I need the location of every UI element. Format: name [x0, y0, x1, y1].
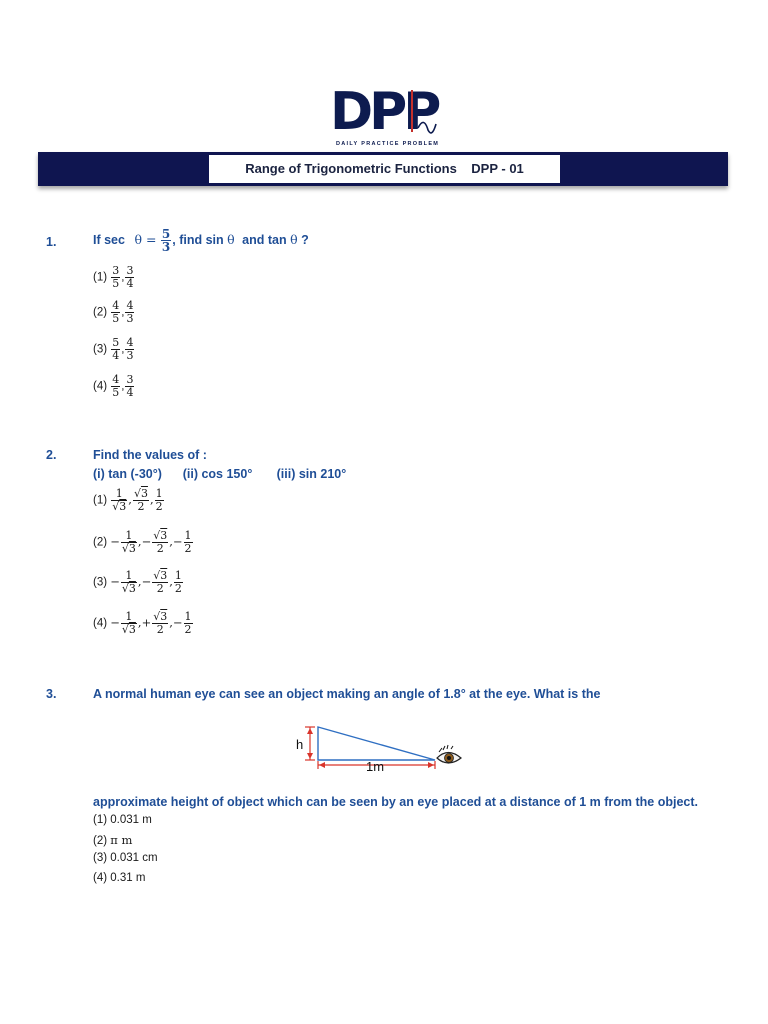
frac-den: 2: [137, 500, 145, 513]
option-label: (1): [93, 271, 108, 284]
sign: ,: [169, 574, 173, 589]
q1-text: [93, 228, 309, 253]
frac-num: 3: [160, 569, 168, 582]
sign: −: [110, 574, 120, 589]
page-title: Range of Trigonometric Functions DPP - 01: [245, 161, 524, 176]
q1-frac-den: 3: [161, 240, 171, 254]
q2-line1: Find the values of :: [93, 448, 207, 462]
q1-prefix: If sec: [93, 232, 125, 247]
q1-and: and tan: [242, 232, 287, 247]
sign: ,+: [137, 615, 152, 630]
sign: ,−: [137, 574, 152, 589]
q1-option-1: (1) $\frac{3}{5}$ , $\frac{3}{4}$: [93, 264, 134, 290]
frac-num: 1: [184, 529, 192, 542]
diagram-base-label: 1m: [366, 759, 385, 774]
option-text: 0.031 cm: [110, 852, 158, 864]
logo-letters: DPP: [330, 82, 438, 142]
q1-fraction: [161, 228, 171, 253]
q3-option-1: [93, 814, 152, 826]
option-label: (2): [93, 306, 108, 319]
q1-theta: θ =: [134, 231, 157, 247]
q2-option-2: (2) − $\frac{1}{√3}$ ,− $\frac{√3}{2}$ ,− $\frac{1}{2}$: [93, 529, 192, 555]
dpp-logo: [330, 82, 440, 148]
frac-den: 2: [156, 542, 164, 555]
q1-option-4: (4) $\frac{4}{5}$ , $\frac{3}{4}$: [93, 373, 134, 399]
q3-line1: A normal human eye can see an object making an angle of 1.8° at the eye. What is the: [93, 687, 601, 701]
frac-num: 1: [155, 487, 163, 500]
frac-den: 3: [128, 542, 136, 555]
q2-number: 2.: [46, 448, 57, 462]
frac-num: 3: [160, 529, 168, 542]
q3-option-3: [93, 852, 158, 864]
frac-num: 4: [112, 373, 120, 386]
q1-suffix-a: , find sin: [172, 232, 224, 247]
sign: ,−: [169, 534, 183, 549]
frac-den: 2: [156, 582, 164, 595]
frac-num: 5: [112, 336, 120, 349]
frac-num: 4: [126, 299, 134, 312]
frac-num: 1: [174, 569, 182, 582]
frac-num: 1: [121, 611, 137, 624]
option-label: (2): [93, 835, 108, 847]
q3-line2: approximate height of object which can be seen by an eye placed at a distance of 1 m from the object.: [93, 795, 699, 809]
sign: ,: [128, 492, 132, 507]
frac-num: 1: [184, 610, 192, 623]
q1-option-3: (3) $\frac{5}{4}$ , $\frac{4}{3}$: [93, 336, 134, 362]
option-text: 0.31 m: [110, 872, 146, 884]
q2-option-4: (4) − $\frac{1}{√3}$ ,+ $\frac{√3}{2}$ ,− $\frac{1}{2}$: [93, 610, 192, 636]
diagram-height-label: h: [296, 737, 304, 752]
frac-den: 3: [126, 312, 134, 325]
frac-den: 3: [126, 349, 134, 362]
triangle: [318, 727, 435, 760]
frac-den: 2: [184, 623, 192, 636]
sign: −: [110, 615, 120, 630]
option-label: (2): [93, 536, 108, 549]
frac-den: 2: [156, 623, 164, 636]
q3-option-2: [93, 833, 132, 847]
q1-suffix-b: ?: [301, 232, 309, 247]
q2-option-3: (3) − $\frac{1}{√3}$ ,− $\frac{√3}{2}$ , $\frac{1}{2}$: [93, 569, 182, 595]
option-label: (4): [93, 380, 108, 393]
frac-num: 1: [111, 488, 127, 501]
frac-den: 5: [112, 312, 120, 325]
frac-den: 3: [128, 623, 136, 636]
option-label: (1): [93, 494, 108, 507]
q1-number: 1.: [46, 235, 57, 249]
q1-theta3: θ: [290, 231, 298, 247]
q1-theta2: θ: [227, 231, 235, 247]
frac-den: 3: [128, 582, 136, 595]
frac-den: 4: [126, 277, 134, 290]
frac-den: 2: [155, 500, 163, 513]
sign: ,−: [137, 534, 152, 549]
q3-number: 3.: [46, 687, 57, 701]
frac-num: 4: [126, 336, 134, 349]
frac-num: 4: [112, 299, 120, 312]
sign: −: [110, 534, 120, 549]
option-text: π m: [110, 833, 133, 847]
frac-num: 3: [112, 264, 120, 277]
eye-icon: [437, 745, 461, 763]
frac-num: 1: [121, 570, 137, 583]
pen-icon: [400, 88, 440, 140]
option-label: (3): [93, 576, 108, 589]
frac-den: 4: [112, 349, 120, 362]
frac-den: 2: [184, 542, 192, 555]
q1-option-2: (2) $\frac{4}{5}$ , $\frac{4}{3}$: [93, 299, 134, 325]
frac-num: 1: [121, 530, 137, 543]
frac-num: 3: [160, 610, 168, 623]
option-label: (4): [93, 617, 108, 630]
frac-num: 3: [126, 373, 134, 386]
sign: ,−: [169, 615, 183, 630]
option-label: (3): [93, 852, 108, 864]
q2-option-1: (1) $\frac{1}{√3}$ , $\frac{√3}{2}$ , $\frac{1}{2}$: [93, 487, 163, 513]
option-text: 0.031 m: [110, 814, 152, 826]
option-label: (4): [93, 872, 108, 884]
frac-num: 3: [140, 487, 148, 500]
option-label: (3): [93, 343, 108, 356]
frac-den: 4: [126, 386, 134, 399]
frac-den: 3: [119, 500, 127, 513]
sign: ,: [149, 492, 154, 507]
logo-subtitle: DAILY PRACTICE PROBLEM: [336, 141, 440, 147]
option-label: (1): [93, 814, 108, 826]
q2-line2: (i) tan (-30°) (ii) cos 150° (iii) sin 210°: [93, 467, 347, 481]
frac-num: 3: [126, 264, 134, 277]
frac-den: 5: [112, 277, 120, 290]
frac-den: 2: [174, 582, 182, 595]
q3-option-4: [93, 872, 145, 884]
q1-frac-num: 5: [161, 227, 171, 241]
frac-den: 5: [112, 386, 120, 399]
